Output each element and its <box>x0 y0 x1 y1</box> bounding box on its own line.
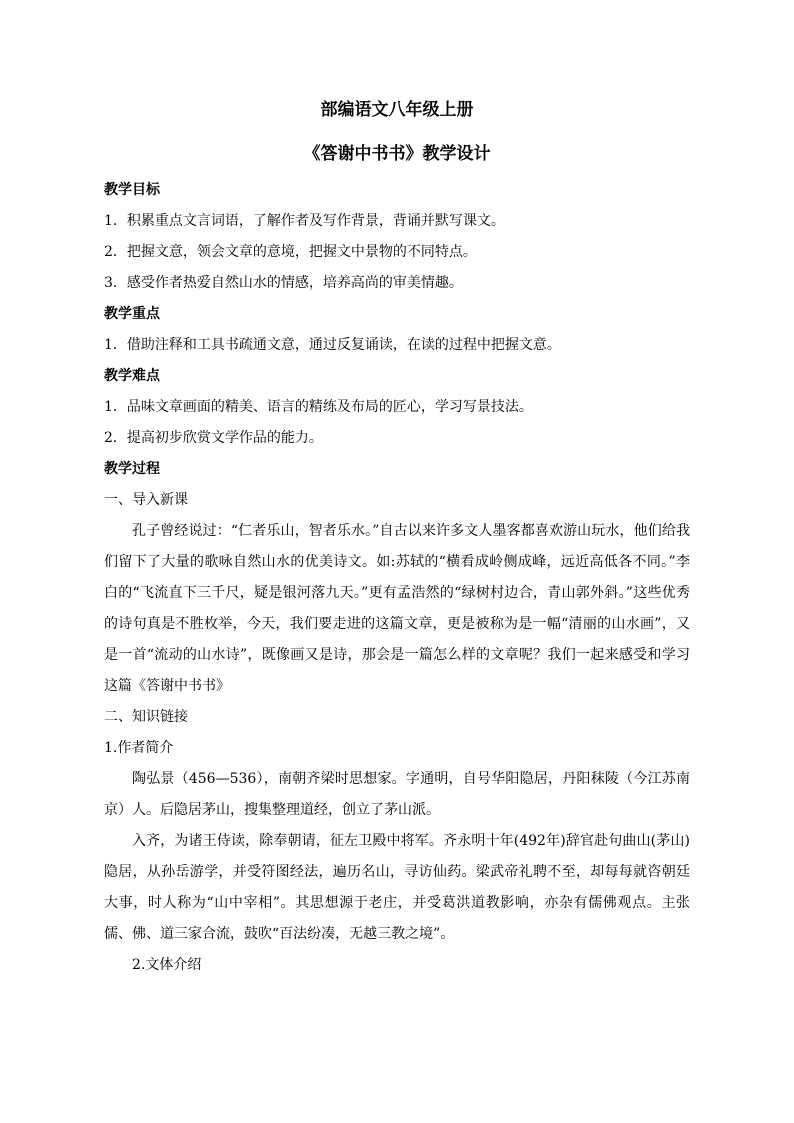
document-title: 部编语文八年级上册 <box>320 100 474 120</box>
section-title-knowledge: 二、知识链接 <box>104 709 188 725</box>
goal-item: 1．积累重点文言词语，了解作者及写作背景，背诵并默写课文。 <box>104 213 505 229</box>
document-subtitle: 《答谢中书书》教学设计 <box>303 144 491 164</box>
difficulty-item: 2．提高初步欣赏文学作品的能力。 <box>104 430 323 446</box>
key-point-item: 1．借助注释和工具书疏通文意，通过反复诵读，在读的过程中把握文意。 <box>104 337 561 353</box>
author-intro-title: 1.作者简介 <box>104 740 174 756</box>
genre-intro-title: 2.文体介绍 <box>132 957 202 973</box>
goal-item: 3．感受作者热爱自然山水的情感，培养高尚的审美情趣。 <box>104 275 463 291</box>
author-paragraph-2: 入齐，为诸王侍读，除奉朝请，征左卫殿中将军。齐永明十年(492年)辞官赴句曲山(茅山)隐居，从孙岳游学，并受符图经法，遍历名山，寻访仙药。梁武帝礼聘不至，却每每就咨朝廷大事，时人称为“山中宰相”。其思想源于老庄，并受葛洪道教影响，亦杂有儒佛观点。主张儒、佛、道三家合流，鼓吹“百法纷凑，无越三教之境”。 <box>104 833 690 942</box>
goals-heading: 教学目标 <box>104 182 160 198</box>
difficulties-heading: 教学难点 <box>104 368 160 384</box>
intro-paragraph: 孔子曾经说过：“仁者乐山，智者乐水。”自古以来许多文人墨客都喜欢游山玩水，他们给我们留下了大量的歌咏自然山水的优美诗文。如:苏轼的“横看成岭侧成峰，远近高低各不同。”李白的“飞流直下三千尺，疑是银河落九天。”更有孟浩然的“绿树村边合，青山郭外斜。”这些优秀的诗句真是不胜枚举，今天，我们要走进的这篇文章，更是被称为是一幅“清丽的山水画”，又是一首“流动的山水诗”，既像画又是诗，那会是一篇怎么样的文章呢？我们一起来感受和学习这篇《答谢中书书》 <box>104 523 690 694</box>
goal-item: 2．把握文意，领会文章的意境，把握文中景物的不同特点。 <box>104 244 477 260</box>
section-title-intro: 一、导入新课 <box>104 492 188 508</box>
difficulty-item: 1．品味文章画面的精美、语言的精练及布局的匠心，学习写景技法。 <box>104 399 533 415</box>
process-heading: 教学过程 <box>104 461 160 477</box>
author-paragraph-1: 陶弘景（456—536），南朝齐梁时思想家。字通明，自号华阳隐居，丹阳秣陵（今江苏南京）人。后隐居茅山，搜集整理道经，创立了茅山派。 <box>104 771 690 818</box>
key-points-heading: 教学重点 <box>104 306 160 322</box>
